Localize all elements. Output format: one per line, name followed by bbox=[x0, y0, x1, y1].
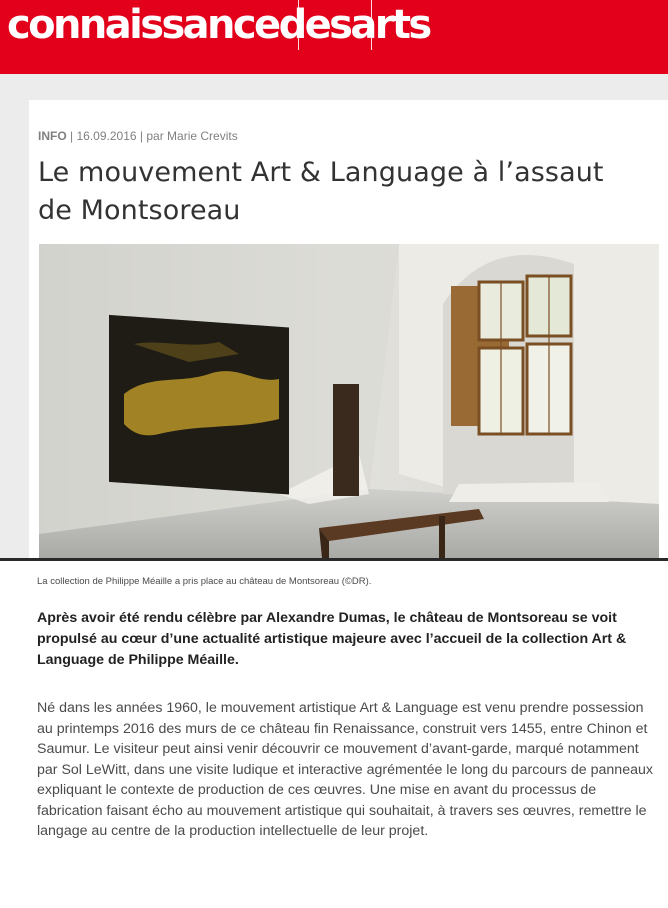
meta-separator: | bbox=[139, 129, 144, 143]
article-date: 16.09.2016 bbox=[76, 129, 137, 143]
article-meta bbox=[38, 129, 238, 143]
meta-separator: | bbox=[70, 129, 74, 143]
article-photo bbox=[39, 244, 659, 558]
article-body: Né dans les années 1960, le mouvement artistique Art & Language est venu prendre possession au printemps 2016 des murs de ce château fin Renaissance, construit vers 1455, entre Chinon et Saumur. Le visiteur peut ainsi venir découvrir ce mouvement d’avant-garde, marqué notamment par Sol LeWitt, dans une visite ludique et interactive agrémentée le long du parcours de panneaux expliquant le contexte de production de ces œuvres. Une mise en avant du processus de fabrication faisant écho au mouvement artistique qui souhaitait, à travers ses œuvres, remettre le langage au centre de la production intellectuelle de leur projet. bbox=[37, 700, 653, 839]
article-lead: Après avoir été rendu célèbre par Alexandre Dumas, le château de Montsoreau se voit propulsé au cœur d’une actualité artistique majeure avec l’accueil de la collection Art & Language de Philippe Méaille. bbox=[37, 610, 627, 668]
section-divider bbox=[0, 558, 668, 561]
article-title: Le mouvement Art & Language à l’assaut de Montsoreau bbox=[38, 157, 604, 226]
logo-word-connaissance: connaissance bbox=[7, 2, 279, 48]
image-caption: La collection de Philippe Méaille a pris place au château de Montsoreau (©DR). bbox=[37, 576, 372, 587]
site-logo[interactable] bbox=[7, 0, 430, 54]
article-category[interactable]: INFO bbox=[38, 129, 67, 143]
logo-word-arts: arts bbox=[350, 2, 430, 48]
logo-word-des: des bbox=[278, 2, 351, 48]
article-author: par Marie Crevits bbox=[146, 129, 238, 143]
site-header bbox=[0, 0, 668, 74]
